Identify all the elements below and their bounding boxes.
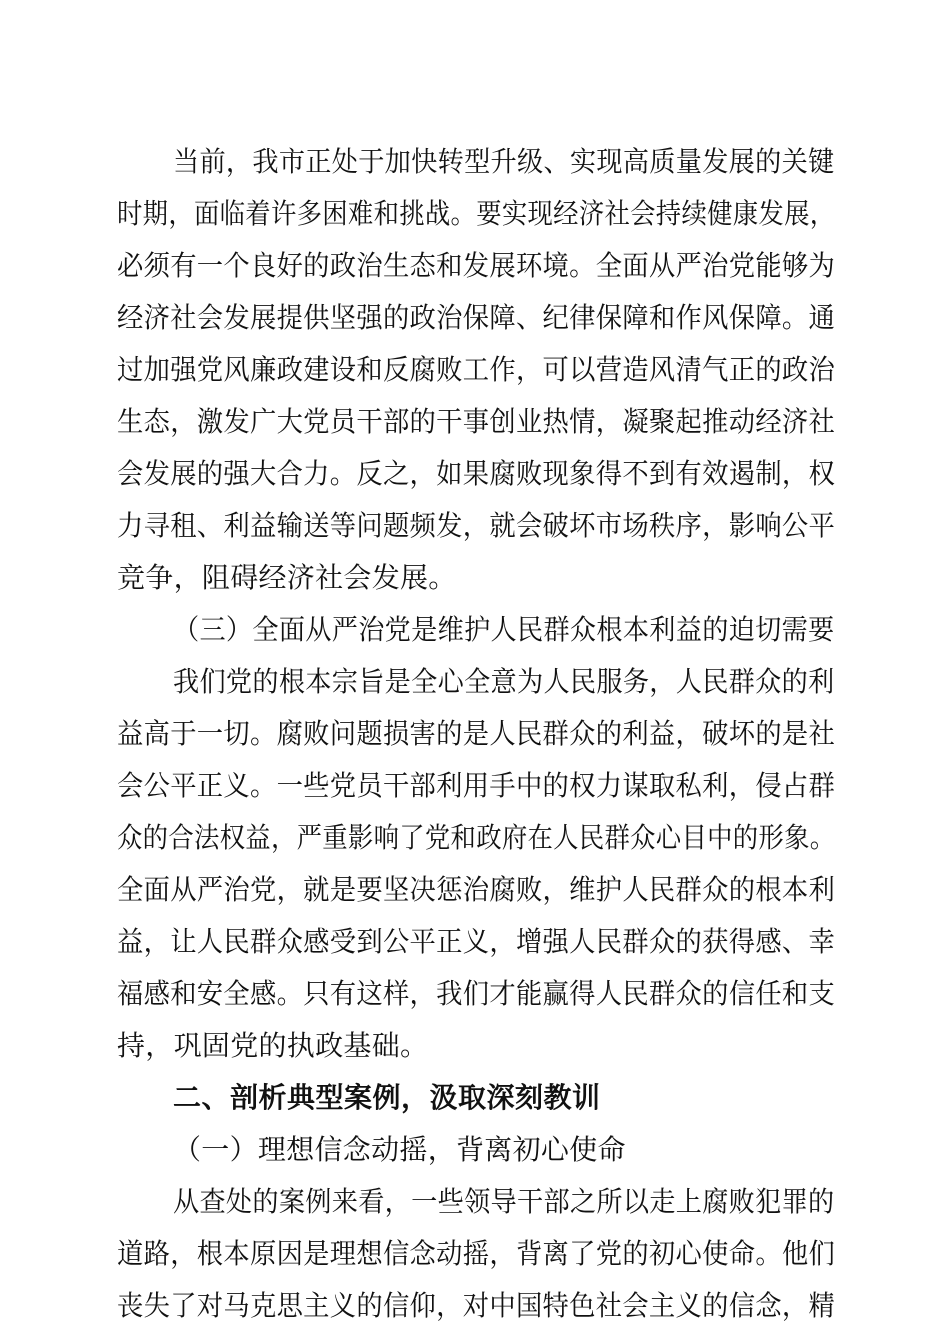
body-line-10: 我们党的根本宗旨是全心全意为人民服务，人民群众的利 bbox=[173, 665, 835, 698]
body-line-17: 持，巩固党的执政基础。 bbox=[117, 1029, 429, 1062]
subheading-3: （三）全面从严治党是维护人民群众根本利益的迫切需要 bbox=[173, 613, 835, 646]
body-line-15: 益，让人民群众感受到公平正义，增强人民群众的获得感、幸 bbox=[117, 925, 836, 958]
body-line-20: 丧失了对马克思主义的信仰，对中国特色社会主义的信念，精 bbox=[117, 1289, 836, 1322]
body-line-3: 必须有一个良好的政治生态和发展环境。全面从严治党能够为 bbox=[117, 249, 836, 282]
body-line-16: 福感和安全感。只有这样，我们才能赢得人民群众的信任和支 bbox=[117, 977, 836, 1010]
body-line-4: 经济社会发展提供坚强的政治保障、纪律保障和作风保障。通 bbox=[117, 301, 836, 334]
body-line-18: 从查处的案例来看，一些领导干部之所以走上腐败犯罪的 bbox=[173, 1185, 835, 1218]
body-line-5: 过加强党风廉政建设和反腐败工作，可以营造风清气正的政治 bbox=[117, 353, 836, 386]
section-heading-2: 二、剖析典型案例，汲取深刻教训 bbox=[173, 1081, 601, 1114]
body-line-9: 竞争，阻碍经济社会发展。 bbox=[117, 561, 457, 594]
body-line-7: 会发展的强大合力。反之，如果腐败现象得不到有效遏制，权 bbox=[117, 457, 836, 490]
body-line-13: 众的合法权益，严重影响了党和政府在人民群众心目中的形象。 bbox=[117, 821, 836, 854]
subheading-1: （一）理想信念动摇，背离初心使命 bbox=[173, 1133, 626, 1166]
body-line-14: 全面从严治党，就是要坚决惩治腐败，维护人民群众的根本利 bbox=[117, 873, 836, 906]
body-line-12: 会公平正义。一些党员干部利用手中的权力谋取私利，侵占群 bbox=[117, 769, 836, 802]
body-line-2: 时期，面临着许多困难和挑战。要实现经济社会持续健康发展， bbox=[117, 197, 836, 230]
body-line-8: 力寻租、利益输送等问题频发，就会破坏市场秩序，影响公平 bbox=[117, 509, 836, 542]
body-line-6: 生态，激发广大党员干部的干事创业热情，凝聚起推动经济社 bbox=[117, 405, 836, 438]
body-line-11: 益高于一切。腐败问题损害的是人民群众的利益，破坏的是社 bbox=[117, 717, 836, 750]
body-line-19: 道路，根本原因是理想信念动摇，背离了党的初心使命。他们 bbox=[117, 1237, 836, 1270]
body-line-1: 当前，我市正处于加快转型升级、实现高质量发展的关键 bbox=[173, 145, 835, 178]
